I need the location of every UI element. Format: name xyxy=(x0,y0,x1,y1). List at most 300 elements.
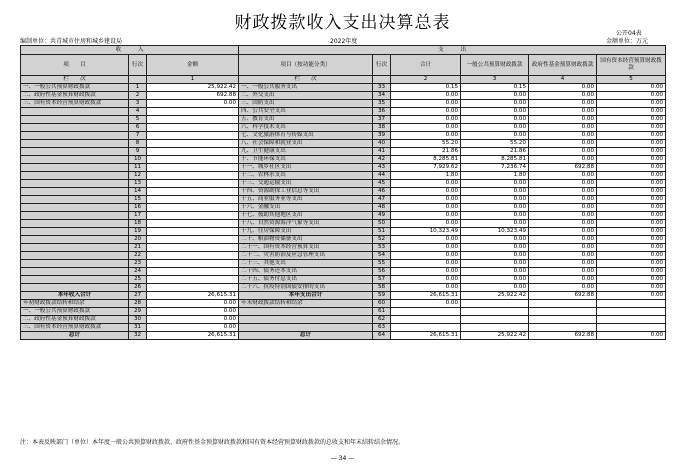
expense-general-cell: 0.00 xyxy=(461,132,529,140)
income-row-no: 9 xyxy=(129,148,147,156)
income-item xyxy=(21,204,129,212)
expense-fund-cell: 0.00 xyxy=(529,156,597,164)
expense-fund-cell: 0.00 xyxy=(529,260,597,268)
expense-total-cell: 0.00 xyxy=(391,132,461,140)
table-row xyxy=(21,204,666,212)
expense-item: 二十二、灾害防治及应急管理支出 xyxy=(239,252,373,260)
expense-state-cell: 0.00 xyxy=(597,284,666,292)
income-amount xyxy=(147,252,239,260)
table-row xyxy=(21,228,666,236)
expense-general-cell: 0.00 xyxy=(461,276,529,284)
expense-fund-cell: 0.00 xyxy=(529,92,597,100)
carry-out-no: 60 xyxy=(373,300,391,308)
table-row xyxy=(21,220,666,228)
income-amount xyxy=(147,180,239,188)
expense-state-cell: 0.00 xyxy=(597,260,666,268)
income-item xyxy=(21,196,129,204)
col-num-3: 3 xyxy=(461,76,529,84)
table-row xyxy=(21,244,666,252)
income-row-no: 1 xyxy=(129,84,147,92)
carry-in-state-label: 三、国有资本经营预算财政拨款 xyxy=(21,324,129,332)
expense-row-no: 53 xyxy=(373,244,391,252)
expense-total-cell: 7,929.62 xyxy=(391,164,461,172)
expense-row-no: 45 xyxy=(373,180,391,188)
income-item xyxy=(21,212,129,220)
expense-row-no: 43 xyxy=(373,164,391,172)
table-row xyxy=(21,156,666,164)
income-item xyxy=(21,140,129,148)
income-amount xyxy=(147,124,239,132)
col-state: 国有资本经营预算财政拨款 xyxy=(597,55,666,76)
income-item xyxy=(21,116,129,124)
expense-fund-cell: 0.00 xyxy=(529,212,597,220)
income-amount: 25,922.42 xyxy=(147,84,239,92)
expense-item: 二十一、国有资本经营预算支出 xyxy=(239,244,373,252)
income-row-no: 13 xyxy=(129,180,147,188)
expense-total-cell: 0.00 xyxy=(391,124,461,132)
table-row xyxy=(21,212,666,220)
expense-total-cell: 0.00 xyxy=(391,212,461,220)
income-amount xyxy=(147,132,239,140)
expense-state-cell: 0.00 xyxy=(597,276,666,284)
unit-line: 编制单位：共青城市住房和城乡建设局 xyxy=(20,38,123,45)
expense-item: 一、一般公共服务支出 xyxy=(239,84,373,92)
money-unit: 金额单位：万元 xyxy=(606,38,649,45)
expense-total-cell: 0.00 xyxy=(391,236,461,244)
expense-fund-cell: 0.00 xyxy=(529,220,597,228)
expense-fund-cell: 0.00 xyxy=(529,188,597,196)
expense-fund-cell: 0.00 xyxy=(529,204,597,212)
expense-row-no: 57 xyxy=(373,276,391,284)
carry-in-fund-value: 0.00 xyxy=(147,316,239,324)
table-row xyxy=(21,252,666,260)
expense-general-cell: 0.00 xyxy=(461,100,529,108)
expense-state-cell: 0.00 xyxy=(597,108,666,116)
expense-total-cell: 0.00 xyxy=(391,108,461,116)
grand-total-income: 26,615.31 xyxy=(147,332,239,340)
expense-item: 十三、交通运输支出 xyxy=(239,180,373,188)
expense-total-cell: 21.86 xyxy=(391,148,461,156)
expense-fund-cell: 0.00 xyxy=(529,252,597,260)
expense-fund-cell: 0.00 xyxy=(529,124,597,132)
expense-row-no: 50 xyxy=(373,220,391,228)
expense-state-cell: 0.00 xyxy=(597,244,666,252)
carry-out-label: 年末财政拨款结转和结余 xyxy=(239,300,373,308)
expense-total: 26,615.31 xyxy=(391,292,461,300)
expense-general-cell: 0.00 xyxy=(461,124,529,132)
income-row-no: 7 xyxy=(129,132,147,140)
income-amount: 692.88 xyxy=(147,92,239,100)
expense-item: 十六、金融支出 xyxy=(239,204,373,212)
income-item xyxy=(21,276,129,284)
income-row-no: 11 xyxy=(129,164,147,172)
expense-fund-cell: 0.00 xyxy=(529,172,597,180)
income-item xyxy=(21,148,129,156)
expense-fund-cell: 0.00 xyxy=(529,228,597,236)
expense-total-cell: 0.00 xyxy=(391,180,461,188)
grand-total-fund: 692.88 xyxy=(529,332,597,340)
expense-item: 十一、城乡社区支出 xyxy=(239,164,373,172)
table-row xyxy=(21,284,666,292)
income-amount xyxy=(147,284,239,292)
grand-total-row-no: 64 xyxy=(373,332,391,340)
table-row xyxy=(21,260,666,268)
expense-fund-cell: 0.00 xyxy=(529,148,597,156)
expense-total-state: 0.00 xyxy=(597,292,666,300)
budget-summary-table xyxy=(20,45,666,340)
expense-general-cell: 55.20 xyxy=(461,140,529,148)
carry-row-61: 61 xyxy=(373,308,391,316)
expense-item: 十二、农林水支出 xyxy=(239,172,373,180)
expense-state-cell: 0.00 xyxy=(597,228,666,236)
table-row xyxy=(21,268,666,276)
expense-state-cell: 0.00 xyxy=(597,124,666,132)
grand-total-general: 25,922.42 xyxy=(461,332,529,340)
expense-row-no: 35 xyxy=(373,100,391,108)
income-item xyxy=(21,228,129,236)
income-item: 三、国有资本经营预算财政拨款 xyxy=(21,100,129,108)
col-item: 项 目 xyxy=(21,55,129,76)
table-row xyxy=(21,148,666,156)
expense-general-cell: 0.00 xyxy=(461,92,529,100)
expense-state-cell: 0.00 xyxy=(597,252,666,260)
expense-total-cell: 0.00 xyxy=(391,268,461,276)
expense-general-cell: 8,285.81 xyxy=(461,156,529,164)
income-item: 一、一般公共预算财政拨款 xyxy=(21,84,129,92)
col-exp-item: 项目（按功能分类） xyxy=(239,55,373,76)
expense-row-no: 47 xyxy=(373,196,391,204)
income-item xyxy=(21,188,129,196)
income-row-no: 20 xyxy=(129,236,147,244)
expense-fund-cell: 0.00 xyxy=(529,276,597,284)
expense-fund-cell: 0.00 xyxy=(529,196,597,204)
table-row xyxy=(21,236,666,244)
expense-general-cell: 1.80 xyxy=(461,172,529,180)
col-amount: 金额 xyxy=(147,55,239,76)
expense-row-no: 46 xyxy=(373,188,391,196)
col-num-4: 4 xyxy=(529,76,597,84)
report-title: 财政拨款收入支出决算总表 xyxy=(234,13,451,33)
expense-total-cell: 0.00 xyxy=(391,196,461,204)
expense-fund-cell: 0.00 xyxy=(529,284,597,292)
expense-item: 二、外交支出 xyxy=(239,92,373,100)
expense-row-no: 39 xyxy=(373,132,391,140)
expense-general-cell: 0.00 xyxy=(461,220,529,228)
expense-general-cell: 0.00 xyxy=(461,244,529,252)
footnote: 注：本表反映部门（单位）本年度一般公共预算财政拨款、政府性基金预算财政拨款和国有资本经营预算财政拨款的总收支和年末结转结余情况。 xyxy=(20,439,405,446)
expense-total-cell: 55.20 xyxy=(391,140,461,148)
expense-general-cell: 0.00 xyxy=(461,236,529,244)
income-item xyxy=(21,156,129,164)
expense-row-no: 40 xyxy=(373,140,391,148)
lanci-label: 栏 次 xyxy=(21,76,129,84)
expense-general-cell: 0.15 xyxy=(461,84,529,92)
expense-general-cell: 0.00 xyxy=(461,268,529,276)
income-row-no: 26 xyxy=(129,284,147,292)
table-row xyxy=(21,84,666,92)
expense-item: 七、文化旅游体育与传媒支出 xyxy=(239,132,373,140)
table-row xyxy=(21,124,666,132)
form-code: 公开04表 xyxy=(616,30,642,37)
col-exp-row-no: 行次 xyxy=(373,55,391,76)
income-amount xyxy=(147,268,239,276)
income-total-label: 本年收入合计 xyxy=(21,292,129,300)
expense-fund-cell: 0.00 xyxy=(529,268,597,276)
expense-state-cell: 0.00 xyxy=(597,220,666,228)
income-row-no: 23 xyxy=(129,260,147,268)
expense-total-cell: 0.00 xyxy=(391,252,461,260)
grand-total-label-2: 总计 xyxy=(239,332,373,340)
income-row-no: 25 xyxy=(129,276,147,284)
expense-item: 十八、自然资源海洋气象等支出 xyxy=(239,220,373,228)
expense-total-label: 本年支出合计 xyxy=(239,292,373,300)
expense-state-cell: 0.00 xyxy=(597,164,666,172)
expense-total-cell: 0.00 xyxy=(391,244,461,252)
income-item xyxy=(21,252,129,260)
carry-in-general-no: 29 xyxy=(129,308,147,316)
expense-total-cell: 0.00 xyxy=(391,188,461,196)
expense-row-no: 51 xyxy=(373,228,391,236)
page-number: — 34 — xyxy=(330,455,355,462)
income-item xyxy=(21,284,129,292)
col-num-1: 1 xyxy=(147,76,239,84)
expense-row-no: 38 xyxy=(373,124,391,132)
expense-row-no: 55 xyxy=(373,260,391,268)
table-row xyxy=(21,116,666,124)
expense-general-cell: 0.00 xyxy=(461,284,529,292)
carry-in-fund-label: 二、政府性基金预算财政拨款 xyxy=(21,316,129,324)
expense-fund-cell: 0.00 xyxy=(529,140,597,148)
expense-general-cell: 0.00 xyxy=(461,188,529,196)
expense-item: 二十三、其他支出 xyxy=(239,260,373,268)
col-num-2: 2 xyxy=(391,76,461,84)
income-amount xyxy=(147,212,239,220)
expense-state-cell: 0.00 xyxy=(597,188,666,196)
expense-item: 八、社会保障和就业支出 xyxy=(239,140,373,148)
carry-in-general-value: 0.00 xyxy=(147,308,239,316)
income-amount xyxy=(147,244,239,252)
expense-fund-cell: 0.00 xyxy=(529,244,597,252)
expense-total-cell: 10,323.49 xyxy=(391,228,461,236)
expense-total-cell: 1.80 xyxy=(391,172,461,180)
income-amount xyxy=(147,220,239,228)
expense-total-cell: 0.15 xyxy=(391,84,461,92)
grand-total-state: 0.00 xyxy=(597,332,666,340)
income-amount xyxy=(147,196,239,204)
income-row-no: 14 xyxy=(129,188,147,196)
expense-item: 十、节能环保支出 xyxy=(239,156,373,164)
table-row xyxy=(21,172,666,180)
table-row xyxy=(21,164,666,172)
table-row xyxy=(21,92,666,100)
expense-total-cell: 0.00 xyxy=(391,260,461,268)
expense-general-cell: 0.00 xyxy=(461,196,529,204)
expense-item: 二十、粮油物资储备支出 xyxy=(239,236,373,244)
expense-row-no: 52 xyxy=(373,236,391,244)
expense-item: 十四、资源勘探工业信息等支出 xyxy=(239,188,373,196)
expense-row-no: 42 xyxy=(373,156,391,164)
col-total: 合计 xyxy=(391,55,461,76)
carry-in-no: 28 xyxy=(129,300,147,308)
expense-state-cell: 0.00 xyxy=(597,148,666,156)
expense-state-cell: 0.00 xyxy=(597,156,666,164)
expense-total-cell: 0.00 xyxy=(391,220,461,228)
expense-item: 十七、援助其他地区支出 xyxy=(239,212,373,220)
table-row xyxy=(21,188,666,196)
table-row xyxy=(21,196,666,204)
col-general: 一般公共预算财政拨款 xyxy=(461,55,529,76)
income-amount xyxy=(147,108,239,116)
income-amount xyxy=(147,140,239,148)
income-row-no: 19 xyxy=(129,228,147,236)
carry-in-label: 年初财政拨款结转和结余 xyxy=(21,300,129,308)
income-amount xyxy=(147,236,239,244)
income-row-no: 6 xyxy=(129,124,147,132)
expense-row-no: 49 xyxy=(373,212,391,220)
income-amount: 0.00 xyxy=(147,100,239,108)
income-amount xyxy=(147,148,239,156)
expense-general-cell: 0.00 xyxy=(461,180,529,188)
expense-state-cell: 0.00 xyxy=(597,84,666,92)
income-header: 收 入 xyxy=(21,46,239,55)
expense-state-cell: 0.00 xyxy=(597,132,666,140)
expense-general-cell: 21.86 xyxy=(461,148,529,156)
expense-fund-cell: 692.88 xyxy=(529,164,597,172)
expense-total-cell: 0.00 xyxy=(391,92,461,100)
income-item xyxy=(21,180,129,188)
lanci-label-2: 栏 次 xyxy=(239,76,373,84)
expense-item: 六、科学技术支出 xyxy=(239,124,373,132)
expense-total-cell: 0.00 xyxy=(391,116,461,124)
expense-row-no: 34 xyxy=(373,92,391,100)
income-row-no: 24 xyxy=(129,268,147,276)
income-row-no: 17 xyxy=(129,212,147,220)
expense-row-no: 44 xyxy=(373,172,391,180)
carry-in-state-no: 31 xyxy=(129,324,147,332)
income-row-no: 8 xyxy=(129,140,147,148)
expense-state-cell: 0.00 xyxy=(597,172,666,180)
carry-row-63: 63 xyxy=(373,324,391,332)
income-amount xyxy=(147,172,239,180)
income-item xyxy=(21,132,129,140)
expense-row-no: 58 xyxy=(373,284,391,292)
expense-total-cell: 0.00 xyxy=(391,284,461,292)
income-item xyxy=(21,108,129,116)
income-row-no: 18 xyxy=(129,220,147,228)
income-amount xyxy=(147,188,239,196)
expense-total-no: 59 xyxy=(373,292,391,300)
income-row-no: 5 xyxy=(129,116,147,124)
expense-row-no: 54 xyxy=(373,252,391,260)
expense-general-cell: 0.00 xyxy=(461,204,529,212)
income-amount xyxy=(147,204,239,212)
expense-total-cell: 0.00 xyxy=(391,100,461,108)
expense-fund-cell: 0.00 xyxy=(529,180,597,188)
expense-fund-cell: 0.00 xyxy=(529,236,597,244)
expense-row-no: 36 xyxy=(373,108,391,116)
expense-fund-cell: 0.00 xyxy=(529,108,597,116)
income-row-no: 4 xyxy=(129,108,147,116)
expense-state-cell: 0.00 xyxy=(597,92,666,100)
income-item xyxy=(21,244,129,252)
table-row xyxy=(21,276,666,284)
expense-item: 二十五、债务付息支出 xyxy=(239,276,373,284)
income-row-no: 22 xyxy=(129,252,147,260)
expense-total-cell: 8,285.81 xyxy=(391,156,461,164)
carry-in-general-label: 一、一般公共预算财政拨款 xyxy=(21,308,129,316)
carry-in-fund-no: 30 xyxy=(129,316,147,324)
expense-item: 五、教育支出 xyxy=(239,116,373,124)
expense-row-no: 48 xyxy=(373,204,391,212)
income-total-no: 27 xyxy=(129,292,147,300)
expense-general-cell: 0.00 xyxy=(461,108,529,116)
income-row-no: 2 xyxy=(129,92,147,100)
table-row xyxy=(21,108,666,116)
table-row xyxy=(21,100,666,108)
expense-total-cell: 0.00 xyxy=(391,276,461,284)
grand-total-expense: 26,615.31 xyxy=(391,332,461,340)
expense-header: 支 出 xyxy=(239,46,666,55)
income-row-no: 15 xyxy=(129,196,147,204)
carry-in-value: 0.00 xyxy=(147,300,239,308)
income-amount xyxy=(147,164,239,172)
carry-out-value: 0.00 xyxy=(391,300,461,308)
income-amount xyxy=(147,228,239,236)
income-total: 26,615.31 xyxy=(147,292,239,300)
report-year: 2022年度 xyxy=(330,38,358,45)
expense-total-general: 25,922.42 xyxy=(461,292,529,300)
expense-general-cell: 0.00 xyxy=(461,260,529,268)
expense-general-cell: 10,323.49 xyxy=(461,228,529,236)
expense-total-fund: 692.88 xyxy=(529,292,597,300)
expense-state-cell: 0.00 xyxy=(597,196,666,204)
expense-state-cell: 0.00 xyxy=(597,116,666,124)
expense-fund-cell: 0.00 xyxy=(529,100,597,108)
income-row-no: 3 xyxy=(129,100,147,108)
table-row xyxy=(21,132,666,140)
expense-state-cell: 0.00 xyxy=(597,140,666,148)
income-item: 二、政府性基金预算财政拨款 xyxy=(21,92,129,100)
income-row-no: 12 xyxy=(129,172,147,180)
expense-fund-cell: 0.00 xyxy=(529,116,597,124)
col-fund: 政府性基金预算财政拨款 xyxy=(529,55,597,76)
income-amount xyxy=(147,260,239,268)
col-row-no: 行次 xyxy=(129,55,147,76)
expense-general-cell: 0.00 xyxy=(461,252,529,260)
income-amount xyxy=(147,116,239,124)
income-item xyxy=(21,172,129,180)
expense-general-cell: 0.00 xyxy=(461,212,529,220)
expense-row-no: 41 xyxy=(373,148,391,156)
income-row-no: 10 xyxy=(129,156,147,164)
expense-state-cell: 0.00 xyxy=(597,268,666,276)
grand-total-no: 32 xyxy=(129,332,147,340)
income-item xyxy=(21,236,129,244)
income-amount xyxy=(147,276,239,284)
income-item xyxy=(21,124,129,132)
expense-state-cell: 0.00 xyxy=(597,204,666,212)
expense-state-cell: 0.00 xyxy=(597,180,666,188)
expense-item: 三、国防支出 xyxy=(239,100,373,108)
expense-state-cell: 0.00 xyxy=(597,100,666,108)
expense-state-cell: 0.00 xyxy=(597,236,666,244)
expense-item: 十五、商业服务业等支出 xyxy=(239,196,373,204)
expense-item: 二十六、抗疫特别国债安排的支出 xyxy=(239,284,373,292)
grand-total-label: 总计 xyxy=(21,332,129,340)
expense-general-cell: 7,236.74 xyxy=(461,164,529,172)
carry-row-62: 62 xyxy=(373,316,391,324)
expense-item: 九、卫生健康支出 xyxy=(239,148,373,156)
